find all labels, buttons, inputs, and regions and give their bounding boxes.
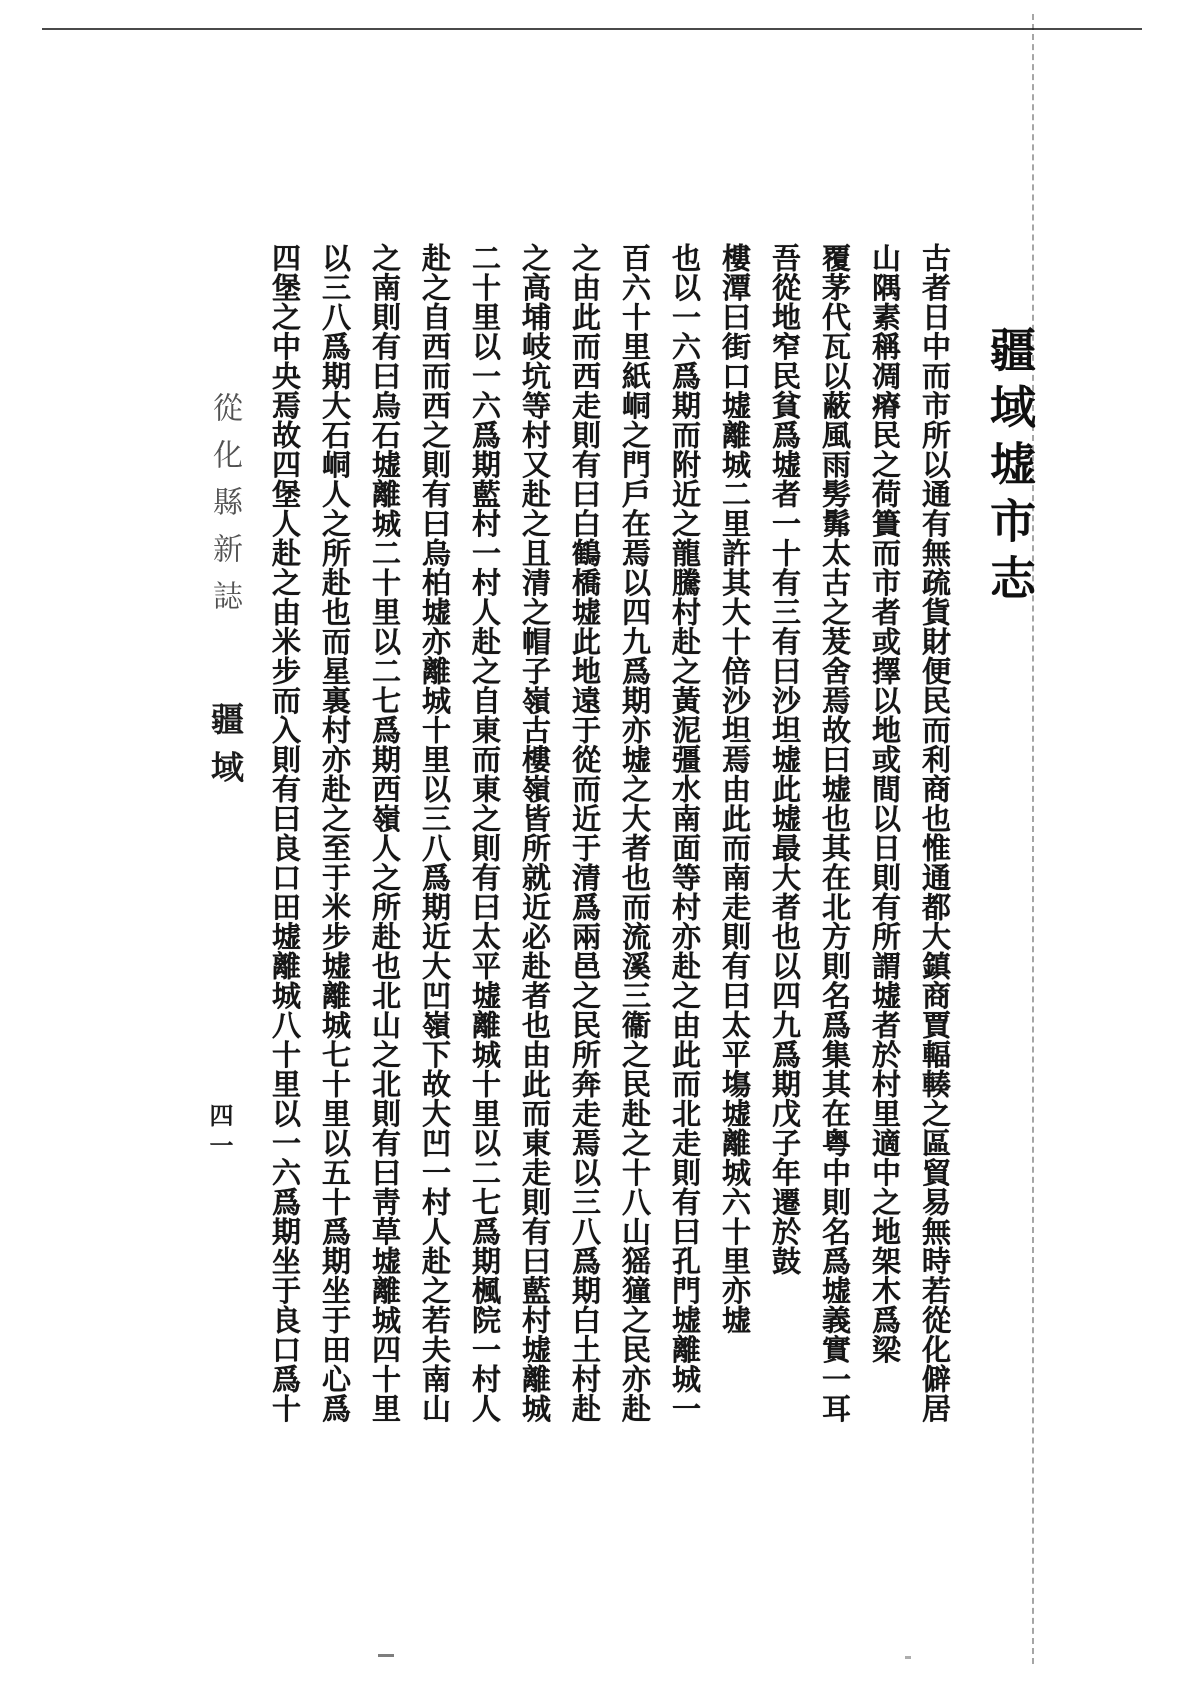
text-column: 百六十里紙峒之門戶在焉以四九爲期亦墟之大者也而流溪三衞之民赴之十八山猺獞之民亦赴 — [618, 243, 650, 1423]
margin-folio-number: 四一 — [205, 1103, 231, 1163]
page-title: 疆域墟市志 — [984, 326, 1035, 611]
text-column: 二十里以一六爲期藍村一村人赴之自東而東之則有曰太平墟離城十里以二七爲期楓院一村人 — [468, 243, 500, 1423]
top-border-rule — [42, 28, 1142, 30]
text-column: 也以一六爲期而附近之龍騰村赴之黃泥彊水南面等村亦赴之由此而北走則有曰孔門墟離城一 — [668, 243, 700, 1423]
text-column: 以三八爲期大石峒人之所赴也而星裏村亦赴之至于米步墟離城七十里以五十爲期坐于田心爲 — [318, 243, 350, 1423]
text-column: 吾從地窄民貧爲墟者一十有三有曰沙坦墟此墟最大者也以四九爲期戊子年遷於鼓 — [768, 243, 800, 1276]
text-column: 之高埔岐坑等村又赴之且清之帽子嶺古樓嶺皆所就近必赴者也由此而東走則有曰藍村墟離城 — [518, 243, 550, 1423]
scan-speck — [905, 1656, 911, 1659]
text-column: 山隅素稱凋瘠民之荷簣而市者或擇以地或間以日則有所謂墟者於村里適中之地架木爲梁 — [868, 243, 900, 1364]
text-column: 覆茅代瓦以蔽風雨髣髴太古之茇舍焉故曰墟也其在北方則名爲集其在粤中則名爲墟義實一耳 — [818, 243, 850, 1423]
text-column: 古者日中而市所以通有無疏貨財便民而利商也惟通都大鎮商賈輻輳之區貿易無時若從化僻居 — [918, 243, 950, 1423]
right-dashed-rule — [1032, 14, 1034, 1664]
margin-section-label: 疆域 — [206, 702, 242, 798]
text-column: 赴之自西而西之則有曰烏柏墟亦離城十里以三八爲期近大凹嶺下故大凹一村人赴之若夫南山 — [418, 243, 450, 1423]
scan-speck — [378, 1654, 394, 1657]
text-column: 之由此而西走則有曰白鶴橋墟此地遠于從而近于清爲兩邑之民所奔走焉以三八爲期白土村赴 — [568, 243, 600, 1423]
text-column: 樓潭曰街口墟離城二里許其大十倍沙坦焉由此而南走則有曰太平塲墟離城六十里亦墟 — [718, 243, 750, 1335]
text-column: 四堡之中央焉故四堡人赴之由米步而入則有曰良口田墟離城八十里以一六爲期坐于良口爲十 — [268, 243, 300, 1423]
text-column: 之南則有曰烏石墟離城二十里以二七爲期西嶺人之所赴也北山之北則有曰靑草墟離城四十里 — [368, 243, 400, 1423]
main-text-block — [253, 243, 959, 1448]
margin-book-title: 從化縣新誌 — [208, 392, 241, 627]
